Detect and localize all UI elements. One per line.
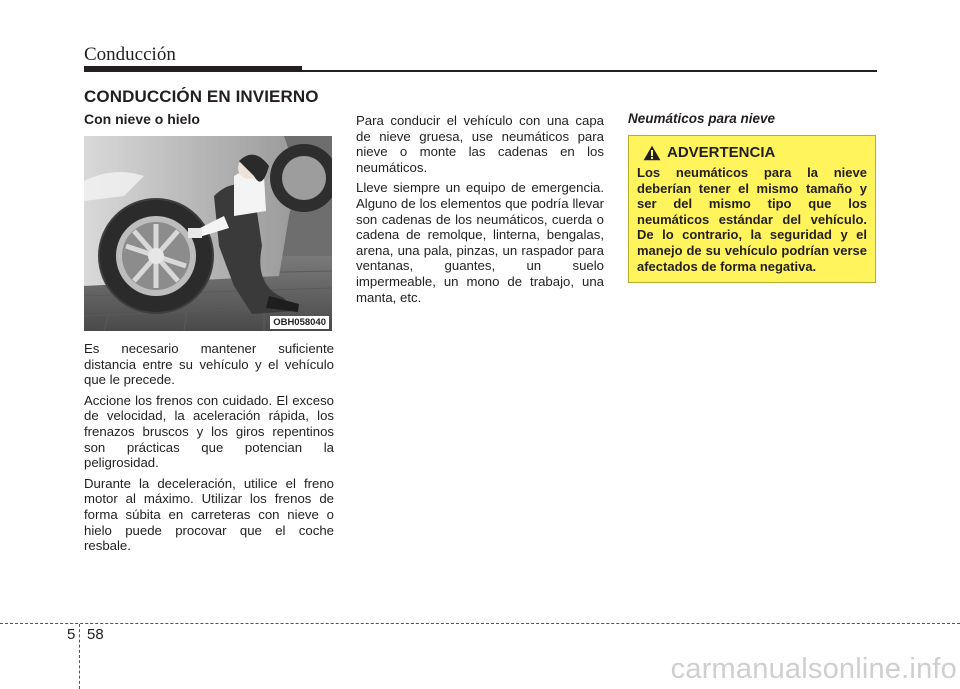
paragraph: Para conducir el vehículo con una capa de nieve gruesa, use neumáticos para nieve o monte las cadenas en los neumáticos. xyxy=(356,113,604,175)
footer-dashed-divider xyxy=(79,624,80,689)
paragraph: Es necesario mantener suficiente distancia entre su vehículo y el vehículo que le precede. xyxy=(84,341,334,388)
header-rule-thin xyxy=(302,70,877,72)
section-title: CONDUCCIÓN EN INVIERNO xyxy=(84,87,319,106)
tire-chain-illustration xyxy=(84,136,332,331)
running-header: Conducción xyxy=(84,44,176,65)
paragraph: Accione los frenos con cuidado. El exceso de velocidad, la aceleración rápida, los frenazos bruscos y los giros repentinos son prácticas que potencian la peligrosidad. xyxy=(84,392,334,471)
figure-code: OBH058040 xyxy=(270,316,329,329)
subheading-snow-tires: Neumáticos para nieve xyxy=(628,111,776,126)
paragraph: Lleve siempre un equipo de emergencia. Alguno de los elementos que podría llevar son cadenas de los neumáticos, cuerda o cadena de remolque, linterna, bengalas, arena, una pala, pinzas, un raspador para ventanas, guantes, un suelo impermeable, un mono de trabajo, una manta, etc. xyxy=(356,180,604,305)
subheading-snow-ice: Con nieve o hielo xyxy=(84,111,200,127)
middle-column-text xyxy=(356,113,604,310)
header-rule-thick xyxy=(84,66,302,72)
warning-title: ADVERTENCIA xyxy=(667,144,776,161)
warning-triangle-icon xyxy=(643,145,661,161)
warning-box xyxy=(628,135,876,283)
warning-header xyxy=(643,144,867,161)
watermark: carmanualsonline.info xyxy=(670,653,957,685)
section-number: 5 xyxy=(67,626,76,643)
footer-dashed-rule xyxy=(0,623,960,624)
illustration-woman-fitting-chains xyxy=(84,136,332,331)
page-number: 58 xyxy=(87,626,104,643)
paragraph: Durante la deceleración, utilice el freno motor al máximo. Utilizar los frenos de forma súbita en carreteras con nieve o hielo puede procovar que el coche resbale. xyxy=(84,475,334,554)
left-column-text xyxy=(84,341,334,559)
warning-body: Los neumáticos para la nieve deberían tener el mismo tamaño y ser del mismo tipo que los neumáticos estándar del vehículo. De lo contrario, la seguridad y el manejo de su vehículo podrían verse afectados de forma negativa. xyxy=(637,165,867,274)
